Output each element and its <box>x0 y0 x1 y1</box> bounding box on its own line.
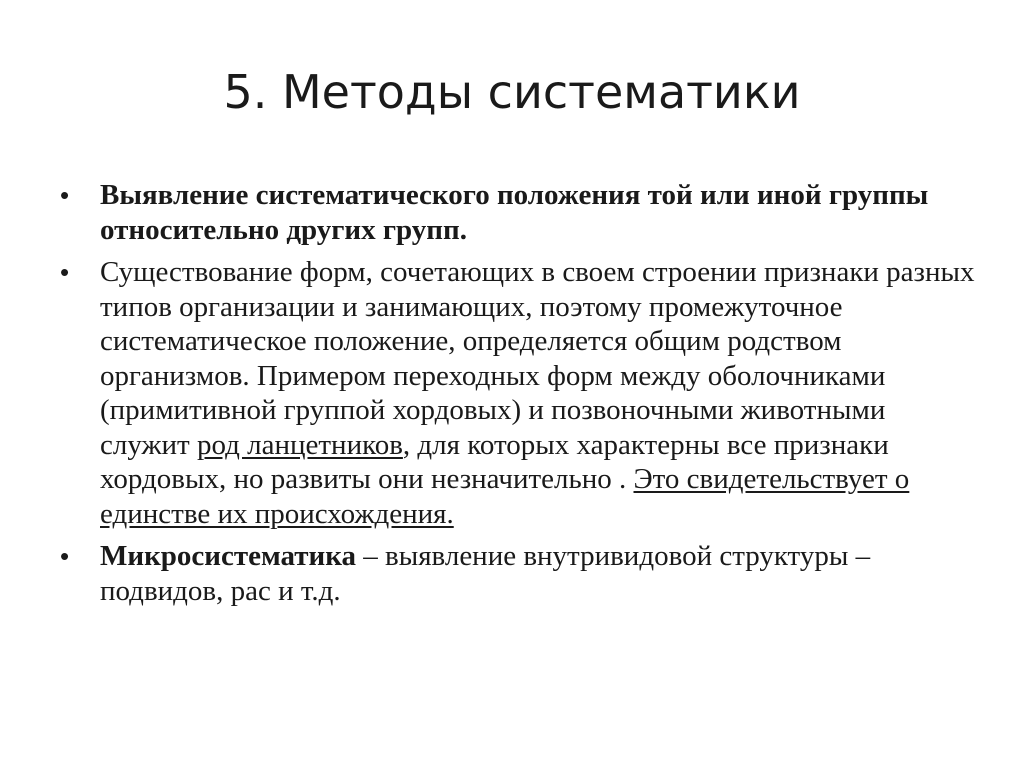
bullet-item-1 <box>60 178 980 247</box>
bullet-dot-icon: • <box>60 257 70 287</box>
bullet-text: Существование форм, сочетающих в своем строении признаки разных типов организации и занимающих, поэтому промежуточное систематическое положение, определяется общим родством организмов. Примером переходных форм между оболочниками (примитивной группой хордовых) и позвоночными животными служит <box>100 256 975 461</box>
bullet-dot-icon: • <box>60 180 70 210</box>
underlined-phrase-lancelets: род ланцетников <box>196 428 403 461</box>
bullet-text-continued: , для которых характерны все признаки хордовых, но развиты они незначительно . <box>100 428 889 495</box>
bullet-list <box>60 178 980 616</box>
bullet-term: Микросистематика <box>100 540 357 572</box>
bullet-dot-icon: • <box>60 541 70 571</box>
bullet-item-3 <box>60 539 980 608</box>
underlined-phrase-common-origin: Это свидетельствует о единстве их происхождения. <box>100 463 910 530</box>
bullet-text: Выявление систематического положения той или иной группы относительно других групп. <box>100 179 929 246</box>
slide-title: 5. Методы систематики <box>223 65 801 119</box>
bullet-text: – выявление внутривидовой структуры – подвидов, рас и т.д. <box>100 540 871 607</box>
bullet-item-2 <box>60 255 980 531</box>
